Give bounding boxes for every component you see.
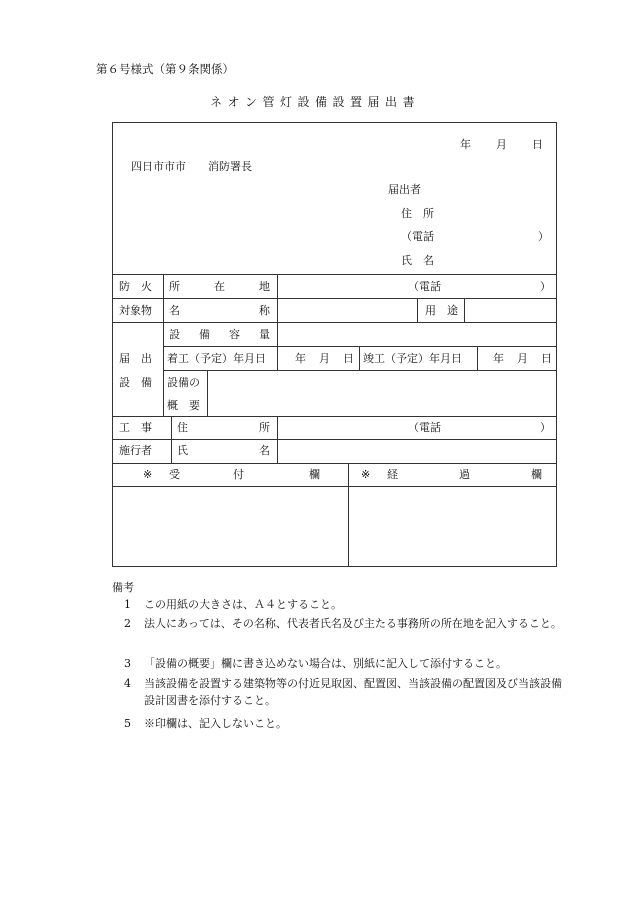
date-day-label: 日 — [532, 138, 543, 151]
overview-label-line1: 設備の — [167, 376, 200, 389]
form-title: ネオン管灯設備設置届出書 — [209, 95, 420, 109]
target-label-line2: 対象物 — [119, 304, 152, 317]
equipment-label-line1: 届 出 — [119, 352, 152, 365]
rule-finish-label-left — [359, 346, 360, 370]
reception-label-1: 受 — [169, 468, 180, 481]
progress-label-3: 欄 — [531, 468, 542, 481]
date-month-label: 月 — [496, 138, 507, 151]
rule-target-bottom — [113, 322, 556, 323]
note-text: ※印欄は、記入しないこと。 — [144, 717, 287, 730]
finish-month-label: 月 — [517, 352, 528, 365]
rule-use-label-left — [417, 298, 418, 322]
progress-label-1: 経 — [387, 468, 398, 481]
application-form-table — [112, 122, 557, 567]
note-item — [124, 655, 572, 672]
target-label-line1: 防 火 — [119, 280, 152, 293]
rule-header-bottom — [113, 274, 556, 275]
rule-reception-header-bottom — [113, 486, 556, 487]
reception-mark: ※ — [143, 468, 153, 481]
applicant-phone-close: ） — [538, 230, 549, 243]
start-date-label: 着工（予定）年月日 — [167, 352, 266, 365]
target-name-label-1: 名 — [169, 304, 180, 317]
notes-heading: 備考 — [112, 581, 134, 594]
rule-target-value-col — [277, 274, 278, 322]
progress-label-2: 過 — [459, 468, 470, 481]
note-item — [124, 675, 572, 709]
note-text: この用紙の大きさは、Ａ４とすること。 — [144, 598, 342, 611]
note-number: 3 — [124, 657, 131, 670]
applicant-address-label: 住 所 — [401, 207, 434, 220]
rule-reception-divider — [348, 463, 349, 566]
capacity-label-1: 設 — [169, 328, 180, 341]
note-text: 当該設備を設置する建築物等の付近見取図、配置図、当該設備の配置図及び当該設備設計図書を添付すること。 — [144, 677, 562, 707]
contractor-phone-open: （電話 — [408, 421, 441, 434]
note-number: 1 — [124, 598, 131, 611]
start-month-label: 月 — [319, 352, 330, 365]
target-use-label: 用 途 — [425, 304, 458, 317]
rule-equipment-bottom — [113, 416, 556, 417]
rule-contractor-bottom — [113, 463, 556, 464]
applicant-name-label: 氏 名 — [401, 254, 434, 267]
target-phone-close: ） — [540, 280, 551, 293]
start-year-label: 年 — [295, 352, 306, 365]
finish-date-label: 竣工（予定）年月日 — [363, 352, 462, 365]
rule-target-mid — [113, 298, 556, 299]
note-item — [124, 715, 572, 732]
contractor-name-label-2: 名 — [259, 444, 270, 457]
target-phone-open: （電話 — [408, 280, 441, 293]
rule-contractor-value-col — [277, 416, 278, 463]
contractor-name-label-1: 氏 — [177, 444, 188, 457]
rule-label-col — [163, 274, 164, 416]
target-location-label-1: 所 — [169, 280, 180, 293]
note-number: 2 — [124, 617, 131, 630]
note-item — [124, 596, 572, 613]
addressee: 四日市市市 消防署長 — [131, 160, 252, 173]
contractor-address-label-1: 住 — [177, 421, 188, 434]
overview-label-line2: 概 要 — [167, 399, 200, 412]
equipment-label-line2: 設 備 — [119, 376, 152, 389]
reception-label-2: 付 — [233, 468, 244, 481]
note-text: 法人にあっては、その名称、代表者氏名及び主たる事務所の所在地を記入すること。 — [144, 617, 562, 630]
rule-use-label-right — [464, 298, 465, 322]
rule-overview-col — [207, 370, 208, 416]
contractor-address-label-2: 所 — [259, 421, 270, 434]
capacity-label-3: 容 — [229, 328, 240, 341]
note-text: 「設備の概要」欄に書き込めない場合は、別紙に記入して添付すること。 — [144, 657, 507, 670]
note-number: 4 — [124, 677, 131, 690]
applicant-phone-open: （電話 — [401, 230, 434, 243]
capacity-label-4: 量 — [259, 328, 270, 341]
rule-finish-value-left — [477, 346, 478, 370]
target-name-label-2: 称 — [259, 304, 270, 317]
date-year-label: 年 — [460, 138, 471, 151]
progress-mark: ※ — [361, 468, 371, 481]
form-number: 第６号様式（第９条関係） — [96, 62, 234, 76]
applicant-label: 届出者 — [388, 183, 421, 196]
rule-dates-bottom — [163, 370, 556, 371]
contractor-label-line1: 工 事 — [119, 421, 152, 434]
target-location-label-2: 在 — [214, 280, 225, 293]
start-day-label: 日 — [343, 352, 354, 365]
rule-capacity-value-col — [277, 322, 278, 370]
reception-label-3: 欄 — [309, 468, 320, 481]
rule-contractor-label-col — [171, 416, 172, 463]
note-item — [124, 615, 572, 649]
finish-year-label: 年 — [493, 352, 504, 365]
contractor-phone-close: ） — [540, 421, 551, 434]
finish-day-label: 日 — [541, 352, 552, 365]
note-number: 5 — [124, 717, 131, 730]
rule-contractor-mid — [113, 439, 556, 440]
contractor-label-line2: 施行者 — [119, 444, 152, 457]
capacity-label-2: 備 — [199, 328, 210, 341]
target-location-label-3: 地 — [259, 280, 270, 293]
